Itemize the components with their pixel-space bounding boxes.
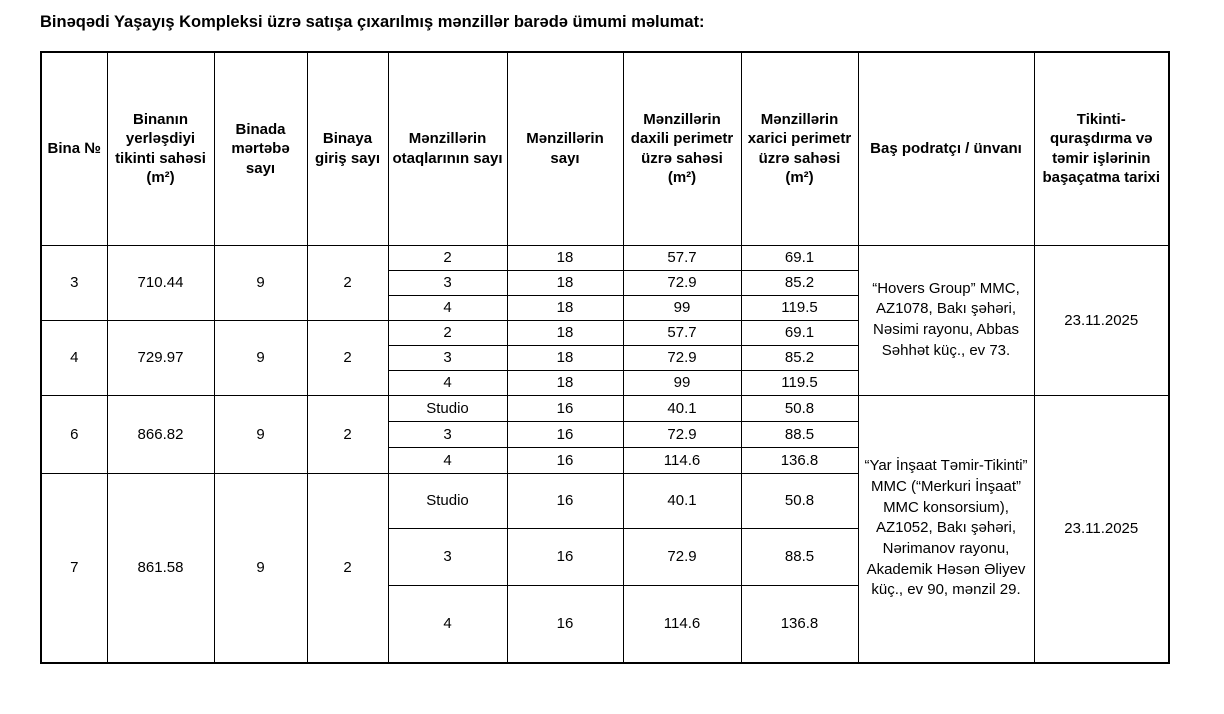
inner-perimeter-cell: 72.9 [623,421,741,447]
entrance-count-cell: 2 [307,320,388,395]
table-row [41,395,1169,421]
entrance-count-cell: 2 [307,395,388,473]
apartment-count-cell: 18 [507,320,623,345]
outer-perimeter-cell: 69.1 [741,320,858,345]
inner-perimeter-cell: 114.6 [623,447,741,473]
outer-perimeter-cell: 119.5 [741,295,858,320]
inner-perimeter-cell: 99 [623,370,741,395]
floor-count-cell: 9 [214,320,307,395]
outer-perimeter-cell: 50.8 [741,473,858,528]
outer-perimeter-cell: 85.2 [741,345,858,370]
inner-perimeter-cell: 72.9 [623,270,741,295]
inner-perimeter-cell: 57.7 [623,320,741,345]
building-no-cell: 6 [41,395,107,473]
apartments-table [40,51,1170,664]
inner-perimeter-cell: 114.6 [623,585,741,663]
apartment-count-cell: 16 [507,447,623,473]
entrance-count-cell: 2 [307,473,388,663]
col-header-apartment-count: Mənzillərin sayı [507,52,623,245]
room-type-cell: 4 [388,447,507,473]
apartment-count-cell: 16 [507,528,623,585]
apartment-count-cell: 16 [507,395,623,421]
apartment-count-cell: 18 [507,295,623,320]
room-type-cell: 4 [388,585,507,663]
outer-perimeter-cell: 136.8 [741,585,858,663]
outer-perimeter-cell: 88.5 [741,528,858,585]
outer-perimeter-cell: 119.5 [741,370,858,395]
apartment-count-cell: 16 [507,473,623,528]
room-type-cell: 4 [388,370,507,395]
inner-perimeter-cell: 40.1 [623,395,741,421]
col-header-building-no: Bina № [41,52,107,245]
col-header-inner-perimeter-area: Mənzillərin daxili perimetr üzrə sahəsi (m²) [623,52,741,245]
room-type-cell: Studio [388,473,507,528]
room-type-cell: 3 [388,528,507,585]
completion-date-cell: 23.11.2025 [1034,395,1169,663]
col-header-construction-area: Binanın yerləşdiyi tikinti sahəsi (m²) [107,52,214,245]
outer-perimeter-cell: 136.8 [741,447,858,473]
apartment-count-cell: 16 [507,585,623,663]
col-header-entrance-count: Binaya giriş sayı [307,52,388,245]
building-no-cell: 4 [41,320,107,395]
inner-perimeter-cell: 57.7 [623,245,741,270]
completion-date-cell: 23.11.2025 [1034,245,1169,395]
entrance-count-cell: 2 [307,245,388,320]
floor-count-cell: 9 [214,473,307,663]
floor-count-cell: 9 [214,245,307,320]
outer-perimeter-cell: 69.1 [741,245,858,270]
apartment-count-cell: 18 [507,245,623,270]
apartment-count-cell: 18 [507,370,623,395]
room-type-cell: Studio [388,395,507,421]
col-header-contractor: Baş podratçı / ünvanı [858,52,1034,245]
table-row [41,245,1169,270]
col-header-completion-date: Tikinti-quraşdırma və təmir işlərinin başaçatma tarixi [1034,52,1169,245]
inner-perimeter-cell: 40.1 [623,473,741,528]
inner-perimeter-cell: 72.9 [623,345,741,370]
col-header-outer-perimeter-area: Mənzillərin xarici perimetr üzrə sahəsi (m²) [741,52,858,245]
construction-area-cell: 729.97 [107,320,214,395]
page-title: Binəqədi Yaşayış Kompleksi üzrə satışa çıxarılmış mənzillər barədə ümumi məlumat: [40,13,705,31]
col-header-room-count: Mənzillərin otaqlarının sayı [388,52,507,245]
apartment-count-cell: 16 [507,421,623,447]
inner-perimeter-cell: 72.9 [623,528,741,585]
room-type-cell: 3 [388,421,507,447]
room-type-cell: 4 [388,295,507,320]
outer-perimeter-cell: 88.5 [741,421,858,447]
room-type-cell: 2 [388,320,507,345]
outer-perimeter-cell: 50.8 [741,395,858,421]
construction-area-cell: 710.44 [107,245,214,320]
construction-area-cell: 861.58 [107,473,214,663]
outer-perimeter-cell: 85.2 [741,270,858,295]
building-no-cell: 3 [41,245,107,320]
construction-area-cell: 866.82 [107,395,214,473]
room-type-cell: 3 [388,270,507,295]
building-no-cell: 7 [41,473,107,663]
contractor-cell: “Yar İnşaat Təmir-Tikinti” MMC (“Merkuri İnşaat” MMC konsorsium), AZ1052, Bakı şəhəri, Nərimanov rayonu, Akademik Həsən Əliyev küç., ev 90, mənzil 29. [858,395,1034,663]
room-type-cell: 2 [388,245,507,270]
table-header-row [41,52,1169,245]
floor-count-cell: 9 [214,395,307,473]
apartment-count-cell: 18 [507,270,623,295]
inner-perimeter-cell: 99 [623,295,741,320]
col-header-floor-count: Binada mərtəbə sayı [214,52,307,245]
room-type-cell: 3 [388,345,507,370]
contractor-cell: “Hovers Group” MMC, AZ1078, Bakı şəhəri, Nəsimi rayonu, Abbas Səhhət küç., ev 73. [858,245,1034,395]
apartment-count-cell: 18 [507,345,623,370]
